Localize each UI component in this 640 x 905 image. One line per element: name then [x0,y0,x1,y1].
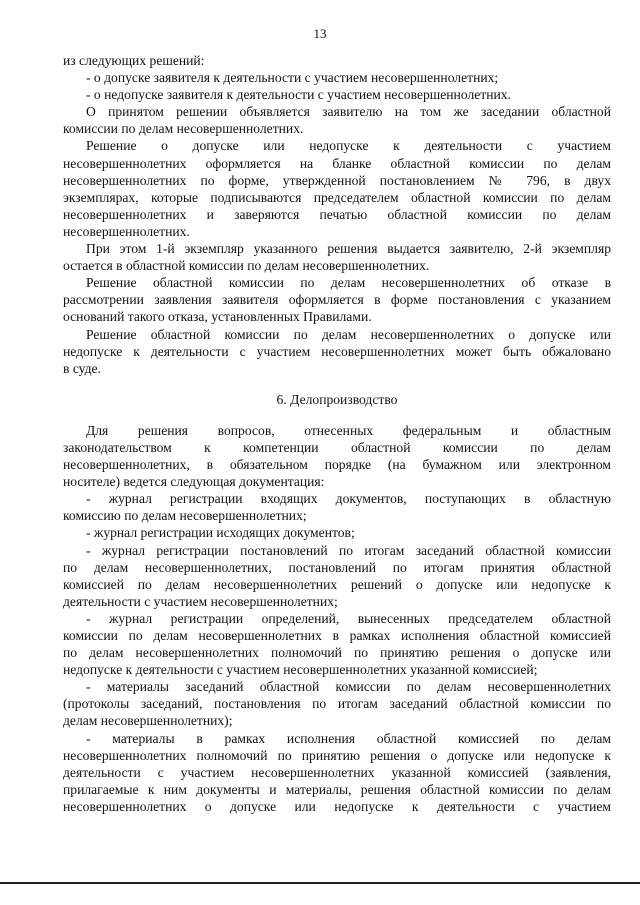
list-item: делам несовершеннолетних); [63,713,233,729]
list-item: недопуске к деятельности с участием несовершеннолетних указанной комиссией; [63,662,538,678]
page-number: 13 [313,26,327,41]
paragraph-line: При этом 1-й экземпляр указанного решения выдается заявителю, 2-й экземпляр [86,241,611,257]
paragraph-line: недопуске к деятельности с участием несовершеннолетних может быть обжаловано [63,343,611,359]
paragraph-line: комиссии по делам несовершеннолетних. [63,121,304,137]
list-item: комиссии по делам несовершеннолетних в рамках исполнения областной комиссией [63,628,611,643]
list-item: деятельности с участием несовершеннолетних; [63,593,338,609]
paragraph-line: Решение о допуске или недопуске к деятельности с участием [86,138,611,154]
paragraph-line: носителе) ведется следующая документация: [63,474,325,490]
list-item: несовершеннолетних полномочий по принятию решения о допуске или недопуске к [63,747,611,763]
paragraph-line: Решение областной комиссии по делам несовершеннолетних о допуске или [86,326,611,342]
list-item: комиссию по делам несовершеннолетних; [63,508,307,524]
page-bottom-rule [0,882,640,884]
list-item: - журнал регистрации исходящих документов; [86,525,355,541]
paragraph-line: Решение областной комиссии по делам несовершеннолетних об отказе в [86,275,611,291]
paragraph-line: несовершеннолетних, в обязательном порядке (на бумажном или электронном [63,457,611,473]
document-body [63,52,611,815]
list-item: по делам несовершеннолетних полномочий по принятию решения о допуске или [63,645,611,661]
text-line: из следующих решений: [63,53,205,68]
list-item: - о допуске заявителя к деятельности с участием несовершеннолетних; [86,70,499,86]
paragraph-line: несовершеннолетних и заверяются печатью областной комиссии по делам [63,206,611,222]
paragraph-line: остается в областной комиссии по делам несовершеннолетних. [63,258,430,274]
list-item: прилагаемые к ним документы и материалы, решения областной комиссии по делам [63,781,611,797]
paragraph-line: экземплярах, которые подписываются председателем областной комиссии по делам [63,189,611,205]
paragraph-line: несовершеннолетних по форме, утвержденной постановлением № 796, в двух [63,172,611,188]
paragraph-line: в суде. [63,360,101,376]
list-item: по делам несовершеннолетних, постановлений по итогам принятия областной [63,559,611,575]
list-item: - о недопуске заявителя к деятельности с участием несовершеннолетних. [86,87,511,103]
paragraph-line: несовершеннолетних. [63,223,190,239]
section-title: 6. Делопроизводство [276,391,398,407]
list-item: комиссией по делам несовершеннолетних решений о допуске или недопуске к [63,576,611,592]
paragraph-line: несовершеннолетних оформляется на бланке областной комиссии по делам [63,155,611,171]
list-item: - журнал регистрации постановлений по итогам заседаний областной комиссии [86,542,611,558]
list-item: - журнал регистрации входящих документов, поступающих в областную [86,491,611,507]
paragraph-line: О принятом решении объявляется заявителю на том же заседании областной [86,104,611,120]
list-item: - материалы в рамках исполнения областной комиссией по делам [86,730,611,746]
list-item: (протоколы заседаний, постановления по итогам заседаний областной комиссии по [63,696,611,712]
paragraph-line: законодательством к компетенции областной комиссии по делам [63,439,611,455]
paragraph-line: рассмотрении заявления заявителя оформляется в форме постановления с указанием [63,292,611,308]
list-item: несовершеннолетних о допуске или недопуске к деятельности с участием [63,798,611,814]
list-item: - журнал регистрации определений, вынесенных председателем областной [86,610,611,626]
list-item: - материалы заседаний областной комиссии по делам несовершеннолетних [86,679,611,695]
paragraph-line: Для решения вопросов, отнесенных федеральным и областным [86,422,611,438]
paragraph-line: оснований такого отказа, установленных Правилами. [63,309,372,325]
list-item: деятельности с участием несовершеннолетних указанной комиссией (заявления, [63,764,611,780]
